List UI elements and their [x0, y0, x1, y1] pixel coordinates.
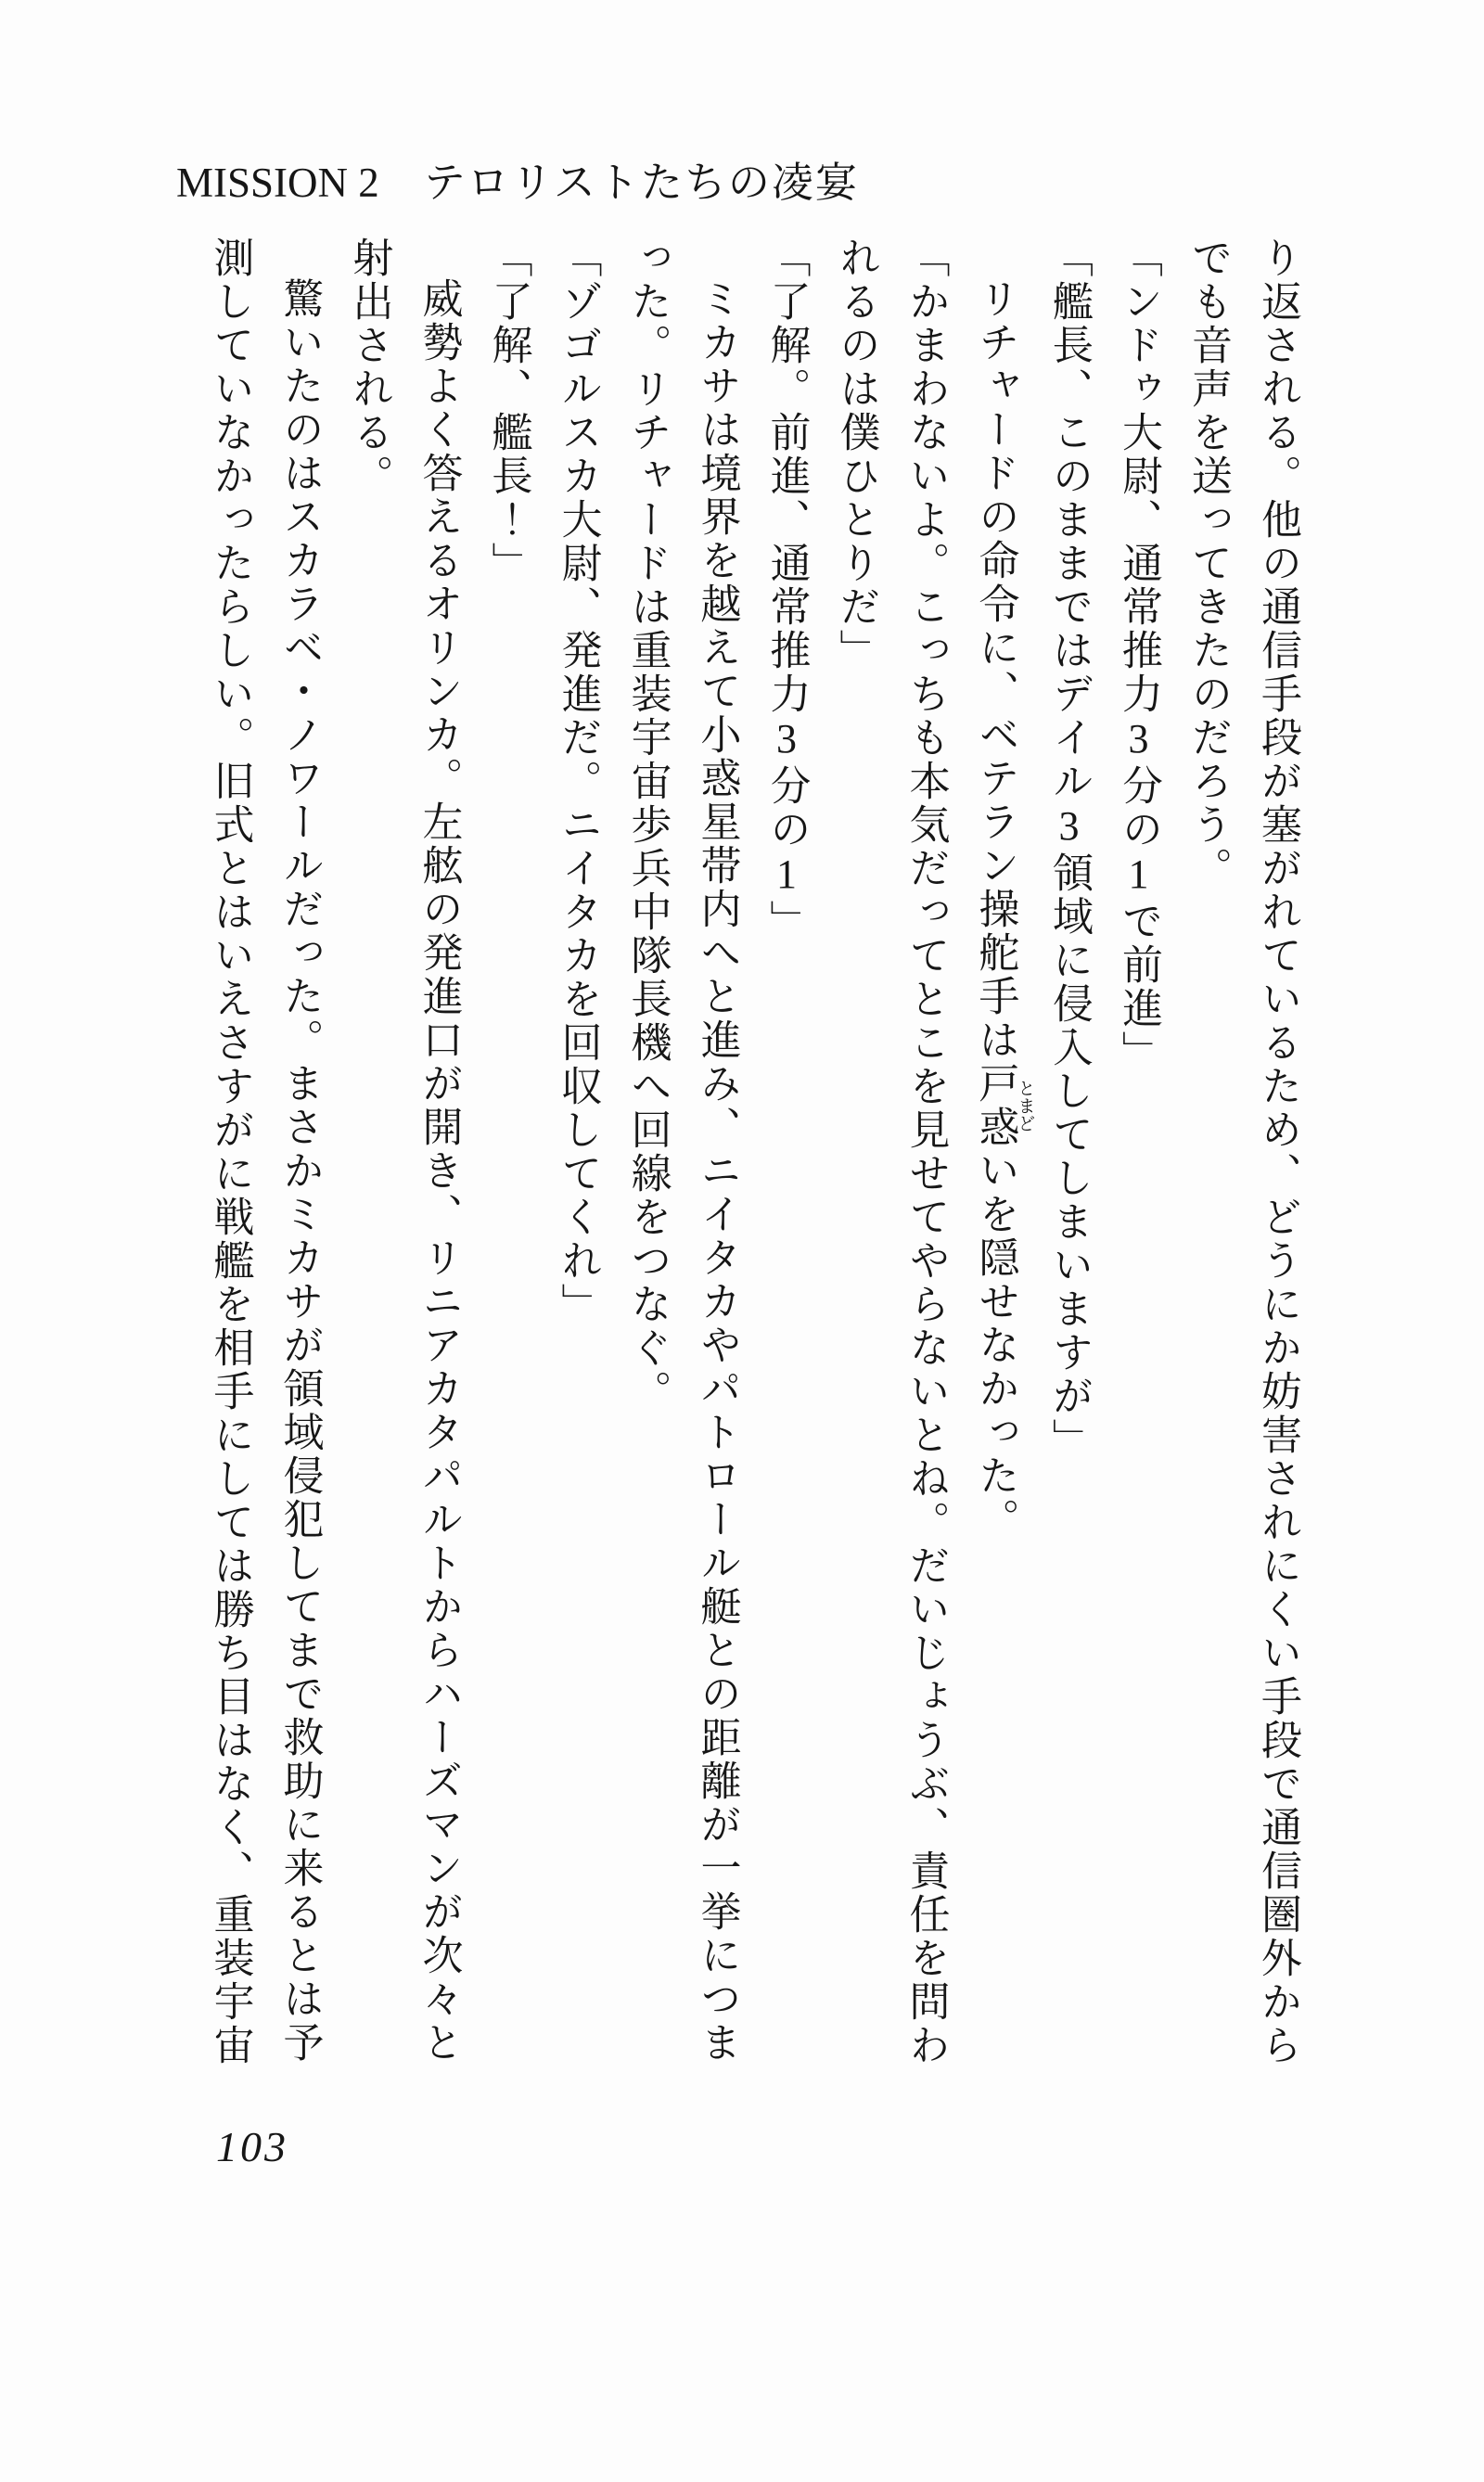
ruby-pre-text: リチャードの命令に、ベテラン操舵手は — [972, 277, 1018, 1062]
text-line: でも音声を送ってきたのだろう。 — [1185, 237, 1231, 890]
text-line: った。リチャードは重装宇宙歩兵中隊長機へ回線をつなぐ。 — [624, 237, 671, 1414]
text-line: 測していなかったらしい。旧式とはいえさすがに戦艦を相手にしては勝ち目はなく、重装宇宙 — [207, 237, 253, 2067]
text-line-dialogue: 「艦長、このままではデイル3領域に侵入してしまいますが」 — [1046, 237, 1092, 1462]
running-head-chapter-title: テロリストたちの凌宴 — [423, 160, 859, 206]
running-head — [176, 148, 859, 209]
text-line-dialogue: 「かまわないよ。こっちも本気だってとこを見せてやらないとね。だいじょうぶ、責任を問わ — [902, 237, 949, 2067]
text-line: 驚いたのはスカラベ・ノワールだった。まさかミカサが領域侵犯してまで救助に来るとは予 — [276, 277, 323, 2065]
text-line: 威勢よく答えるオリンカ。左舷の発進口が開き、リニアカタパルトからハーズマンが次々と — [416, 277, 462, 2065]
ruby-post-text: いを隠せなかった。 — [972, 1149, 1018, 1542]
text-line: ミカサは境界を越えて小惑星帯内へと進み、ニイタカやパトロール艇との距離が一挙につま — [694, 277, 740, 2065]
text-line: 射出される。 — [346, 237, 392, 498]
ruby-annotation — [972, 1062, 1035, 1149]
ruby-text: とまど — [1015, 1062, 1035, 1149]
text-line-with-ruby — [961, 237, 1035, 2087]
text-line-dialogue: 「ンドゥ大尉、通常推力3分の1で前進」 — [1116, 237, 1161, 1074]
vertical-text-block — [196, 237, 1313, 2092]
text-line-dialogue: 「了解、艦長！」 — [485, 237, 531, 585]
text-line-dialogue: 「ゾゴルスカ大尉、発進だ。ニイタカを回収してくれ」 — [555, 237, 601, 1326]
page-number: 103 — [216, 2123, 288, 2170]
text-line: り返される。他の通信手段が塞がれているため、どうにか妨害されにくい手段で通信圏外から — [1255, 237, 1300, 2067]
running-head-mission-label: MISSION 2 — [176, 160, 379, 206]
text-line-dialogue: 「了解。前進、通常推力3分の1」 — [763, 237, 810, 943]
text-line: れるのは僕ひとりだ」 — [833, 237, 879, 672]
ruby-base: 戸惑 — [972, 1062, 1018, 1149]
